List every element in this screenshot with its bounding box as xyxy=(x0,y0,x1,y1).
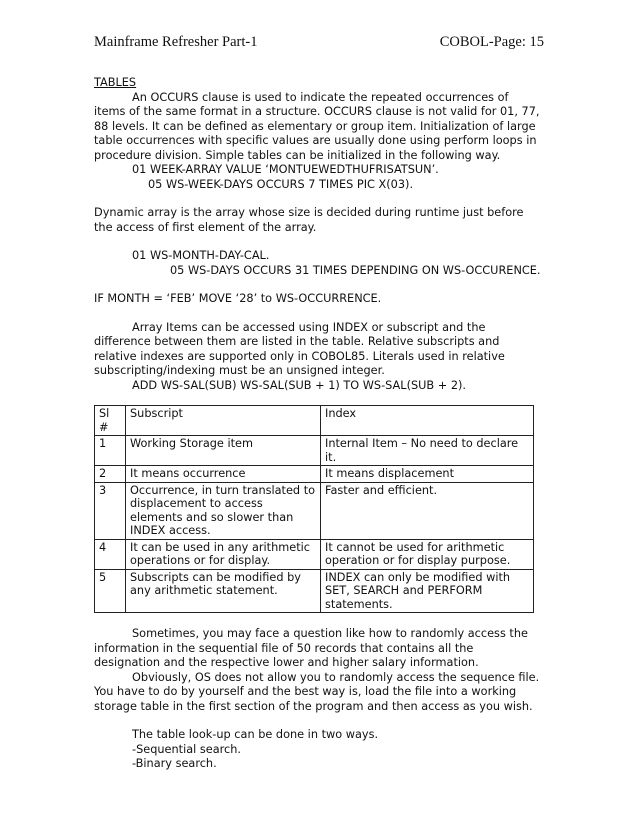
table-cell: INDEX can only be modified with SET, SEARCH and PERFORM statements. xyxy=(321,569,534,613)
table-cell: It means displacement xyxy=(321,466,534,483)
table-cell: Working Storage item xyxy=(126,436,321,466)
code-week-days: 05 WS-WEEK-DAYS OCCURS 7 TIMES PIC X(03). xyxy=(148,177,414,191)
table-cell: Subscripts can be modified by any arithmetic statement. xyxy=(126,569,321,613)
table-header-cell: Index xyxy=(321,406,534,436)
page-content xyxy=(94,76,542,772)
code-ws-days: 05 WS-DAYS OCCURS 31 TIMES DEPENDING ON WS-OCCURENCE. xyxy=(170,263,541,277)
page-header xyxy=(94,34,544,54)
code-add-ws-sal: ADD WS-SAL(SUB) WS-SAL(SUB + 1) TO WS-SAL(SUB + 2). xyxy=(132,378,467,392)
table-row xyxy=(95,482,534,539)
header-page-number: COBOL-Page: 15 xyxy=(439,34,544,50)
array-items-paragraph: Array Items can be accessed using INDEX or subscript and the difference between them are listed in the table. Relative subscripts and relative indexes are supported only in COBOL85. Literals used in relative subscripting/indexing must be an unsigned integer. xyxy=(94,320,505,377)
code-if-month: IF MONTH = ‘FEB’ MOVE ‘28’ to WS-OCCURRENCE. xyxy=(94,292,382,305)
table-cell: 4 xyxy=(95,539,126,569)
random-access-paragraph: Sometimes, you may face a question like how to randomly access the information in the sequential file of 50 records that contains all the designation and the respective lower and higher salary information. xyxy=(94,627,528,669)
table-header-cell: Subscript xyxy=(126,406,321,436)
table-row xyxy=(95,569,534,613)
subscript-index-table xyxy=(94,405,534,613)
table-cell: It can be used in any arithmetic operations or for display. xyxy=(126,539,321,569)
table-cell: Occurrence, in turn translated to displacement to access elements and so slower than INDEX access. xyxy=(126,482,321,539)
table-header-row xyxy=(95,406,534,436)
table-cell: 5 xyxy=(95,569,126,613)
table-row xyxy=(95,466,534,483)
table-cell: 2 xyxy=(95,466,126,483)
table-cell: 3 xyxy=(95,482,126,539)
section-heading: TABLES xyxy=(94,76,137,89)
table-cell: It means occurrence xyxy=(126,466,321,483)
code-month-day-cal: 01 WS-MONTH-DAY-CAL. xyxy=(132,249,270,262)
table-row xyxy=(95,539,534,569)
header-title: Mainframe Refresher Part-1 xyxy=(94,34,258,50)
table-row xyxy=(95,436,534,466)
dynamic-array-paragraph: Dynamic array is the array whose size is decided during runtime just before the access of first element of the array. xyxy=(94,206,524,234)
table-cell: Faster and efficient. xyxy=(321,482,534,539)
table-header-cell: Sl # xyxy=(95,406,126,436)
code-week-array: 01 WEEK-ARRAY VALUE ‘MONTUEWEDTHUFRISATSUN’. xyxy=(132,163,439,176)
lookup-item: -Binary search. xyxy=(132,757,217,770)
table-cell: Internal Item – No need to declare it. xyxy=(321,436,534,466)
lookup-intro: The table look-up can be done in two ways. xyxy=(132,728,379,741)
os-paragraph: Obviously, OS does not allow you to randomly access the sequence file. You have to do by yourself and the best way is, load the file into a working storage table in the first section of the program and then access as you wish. xyxy=(94,670,540,713)
lookup-item: -Sequential search. xyxy=(132,742,241,756)
table-cell: 1 xyxy=(95,436,126,466)
table-cell: It cannot be used for arithmetic operation or for display purpose. xyxy=(321,539,534,569)
occurs-paragraph: An OCCURS clause is used to indicate the repeated occurrences of items of the same format in a structure. OCCURS clause is not valid for 01, 77, 88 levels. It can be defined as elementary or group item. Initialization of large table occurrences with specific values are usually done using perform loops in procedure division. Simple tables can be initialized in the following way. xyxy=(94,90,540,162)
